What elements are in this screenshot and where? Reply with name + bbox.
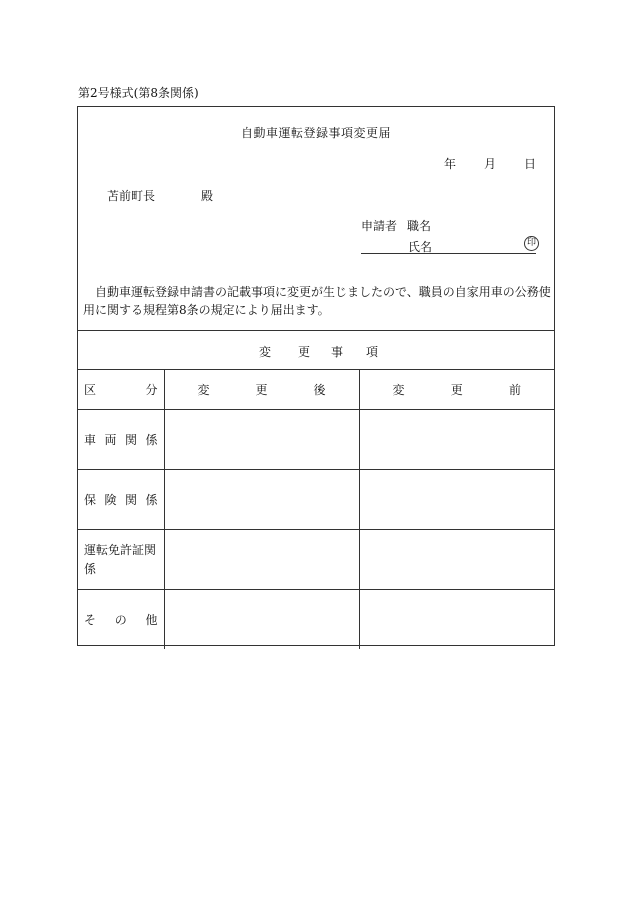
row-category-vehicle — [78, 410, 164, 470]
insurance-before-field[interactable] — [359, 470, 554, 530]
category-char: 関 — [124, 493, 137, 507]
row-category-license: 運転免許証関係 — [78, 530, 164, 590]
table-row — [78, 410, 554, 470]
header-category-char: 区 — [84, 383, 97, 397]
form-title: 自動車運転登録事項変更届 — [240, 126, 391, 140]
changes-heading-char: 事 — [331, 345, 344, 359]
category-char: 他 — [145, 613, 158, 627]
other-before-field[interactable] — [359, 590, 554, 650]
form-header — [78, 107, 554, 331]
license-after-field[interactable] — [164, 530, 359, 590]
addressee — [107, 187, 213, 204]
date-line — [444, 155, 536, 172]
row-category-other — [78, 590, 164, 650]
seal-icon: 印 — [524, 236, 539, 251]
name-label: 氏名 — [408, 240, 433, 254]
changes-heading-char: 変 — [259, 345, 272, 359]
vehicle-before-field[interactable] — [359, 410, 554, 470]
category-char: の — [114, 613, 127, 627]
changes-heading — [78, 330, 554, 370]
header-before — [359, 370, 554, 410]
category-char: 保 — [84, 493, 97, 507]
changes-table — [78, 370, 554, 649]
header-before-char: 変 — [392, 383, 405, 397]
header-after-char: 後 — [313, 383, 326, 397]
date-month-label: 月 — [483, 157, 496, 171]
vehicle-after-field[interactable] — [164, 410, 359, 470]
date-year-label: 年 — [443, 157, 456, 171]
table-row — [78, 470, 554, 530]
table-header-row — [78, 370, 554, 410]
category-char: 車 — [84, 433, 97, 447]
other-after-field[interactable] — [164, 590, 359, 650]
category-char: 係 — [145, 493, 158, 507]
addressee-name: 苫前町長 — [107, 189, 156, 203]
changes-heading-char: 項 — [366, 345, 379, 359]
insurance-after-field[interactable] — [164, 470, 359, 530]
date-day-label: 日 — [523, 157, 536, 171]
table-row — [78, 530, 554, 590]
header-after — [164, 370, 359, 410]
form-number: 第2号様式(第8条関係) — [78, 86, 199, 100]
category-char: 両 — [104, 433, 117, 447]
category-char: 関 — [124, 433, 137, 447]
statement-text: 自動車運転登録申請書の記載事項に変更が生じましたので、職員の自家用車の公務使用に関する規程第8条の規定により届出ます。 — [83, 285, 551, 317]
header-before-char: 前 — [508, 383, 521, 397]
header-category-char: 分 — [145, 383, 158, 397]
applicant-label: 申請者 — [361, 219, 398, 233]
form-container — [77, 106, 555, 646]
header-category — [78, 370, 164, 410]
table-row — [78, 590, 554, 650]
addressee-honorific: 殿 — [201, 189, 214, 203]
position-label: 職名 — [407, 219, 432, 233]
header-after-char: 変 — [197, 383, 210, 397]
header-after-char: 更 — [255, 383, 268, 397]
row-category-insurance — [78, 470, 164, 530]
name-underline — [361, 253, 536, 254]
header-before-char: 更 — [450, 383, 463, 397]
license-before-field[interactable] — [359, 530, 554, 590]
category-char: 係 — [145, 433, 158, 447]
category-char: 険 — [104, 493, 117, 507]
category-char: そ — [84, 613, 97, 627]
changes-heading-char: 更 — [298, 345, 311, 359]
